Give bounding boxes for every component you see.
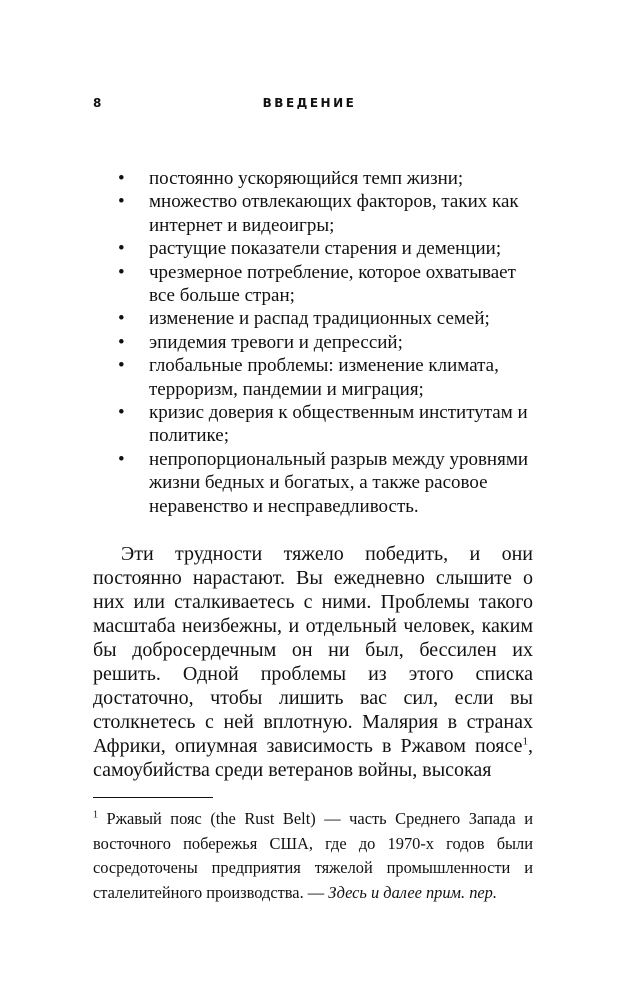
list-item: • множество отвлекающих факторов, таких как интернет и видеоигры; <box>118 190 538 237</box>
footnote-divider <box>93 797 213 798</box>
list-item: • постоянно ускоряющийся темп жизни; <box>118 167 538 190</box>
list-item: • чрезмерное потребление, которое охватывает все больше стран; <box>118 261 538 308</box>
body-paragraph <box>93 542 533 782</box>
page-header <box>0 96 619 116</box>
running-head: ВВЕДЕНИЕ <box>262 96 357 110</box>
list-item: • непропорциональный разрыв между уровнями жизни бедных и богатых, а также расовое неравенство и несправедливость. <box>118 448 538 518</box>
footnote-marker: 1 <box>93 809 98 821</box>
list-item: • растущие показатели старения и деменции; <box>118 237 538 260</box>
list-item: • изменение и распад традиционных семей; <box>118 307 538 330</box>
paragraph-text: Эти трудности тяжело победить, и они постоянно нарастают. Вы ежедневно слышите о них или сталкиваетесь с ними. Проблемы такого масштаба неизбежны, и отдельный человек, каким бы добросердечным он ни был, бессилен их решить. Одной проблемы из этого списка достаточно, чтобы лишить вас сил, если вы столкнетесь с ней вплотную. Малярия в странах Африки, опиумная зависимость в Ржавом поясе <box>93 543 533 757</box>
footnote-reference: 1 <box>522 735 528 748</box>
bullet-list <box>118 167 538 518</box>
footnote <box>93 807 533 905</box>
list-item: • эпидемия тревоги и депрессий; <box>118 331 538 354</box>
paragraph-text-continued: , самоубийства среди ветеранов войны, высокая <box>93 735 533 781</box>
footnote-text: Ржавый пояс (the Rust Belt) — часть Среднего Запада и восточного побережья США, где до 1970-х годов были сосредоточены предприятия тяжелой промышленности и сталелитейного производства. — <box>93 809 533 902</box>
page-number: 8 <box>93 96 104 110</box>
list-item: • глобальные проблемы: изменение климата, терроризм, пандемии и миграция; <box>118 354 538 401</box>
footnote-translator-note: Здесь и далее прим. пер. <box>328 882 497 902</box>
list-item: • кризис доверия к общественным институтам и политике; <box>118 401 538 448</box>
